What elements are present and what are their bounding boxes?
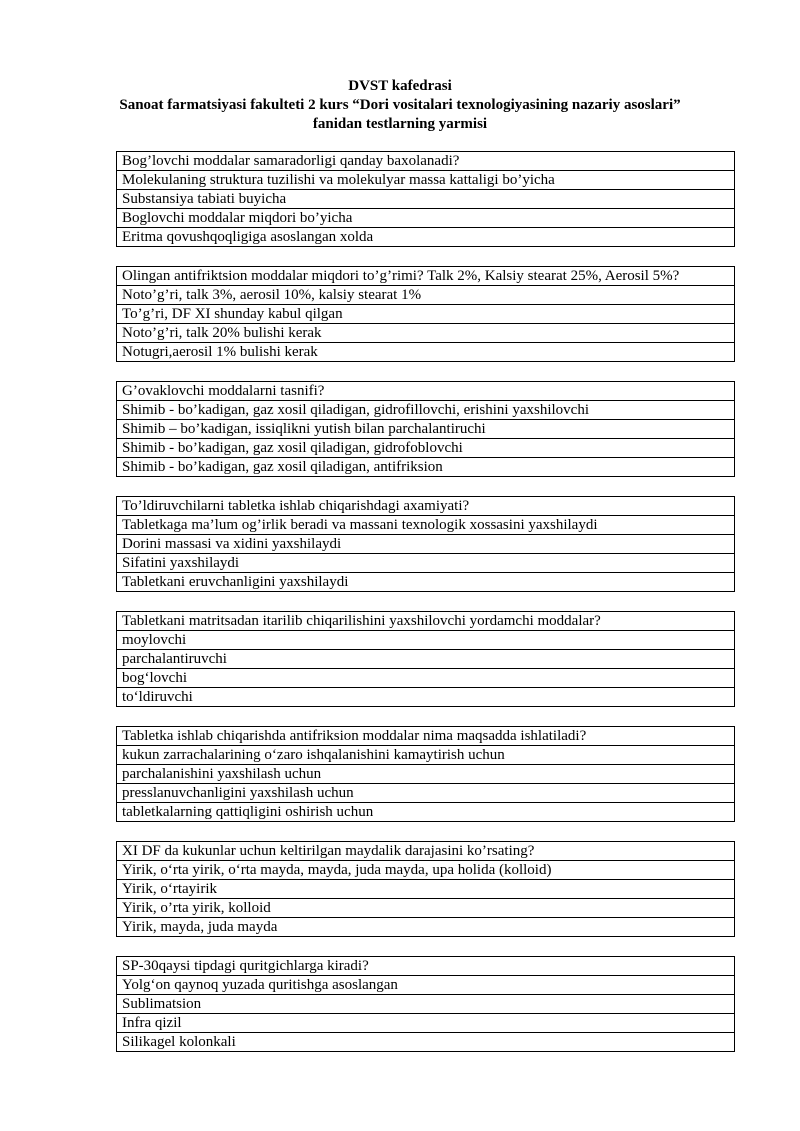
question-block — [116, 151, 735, 247]
question-block — [116, 266, 735, 362]
answer-option: Noto’g’ri, talk 20% bulishi kerak — [117, 324, 735, 343]
answer-option: Yolg‘on qaynoq yuzada quritishga asoslangan — [117, 976, 735, 995]
answer-option: Sublimatsion — [117, 995, 735, 1014]
answer-option: Sifatini yaxshilaydi — [117, 554, 735, 573]
answer-option: Tabletkaga ma’lum og’irlik beradi va massani texnologik xossasini yaxshilaydi — [117, 516, 735, 535]
question-block — [116, 956, 735, 1052]
question-block — [116, 381, 735, 477]
question-text: G’ovaklovchi moddalarni tasnifi? — [117, 382, 735, 401]
question-text: Tabletka ishlab chiqarishda antifriksion moddalar nima maqsadda ishlatiladi? — [117, 727, 735, 746]
course-title: Sanoat farmatsiyasi fakulteti 2 kurs “Dori vositalari texnologiyasining nazariy asoslari” — [119, 97, 681, 113]
question-text: Bog’lovchi moddalar samaradorligi qanday baxolanadi? — [117, 152, 735, 171]
answer-option: Molekulaning struktura tuzilishi va molekulyar massa kattaligi bo’yicha — [117, 171, 735, 190]
department-title: DVST kafedrasi — [348, 78, 452, 94]
answer-option: Silikagel kolonkali — [117, 1033, 735, 1052]
answer-option: Boglovchi moddalar miqdori bo’yicha — [117, 209, 735, 228]
answer-option: Shimib - bo’kadigan, gaz xosil qiladigan, gidrofillovchi, erishini yaxshilovchi — [117, 401, 735, 420]
answer-option: tabletkalarning qattiqligini oshirish uchun — [117, 803, 735, 822]
question-text: To’ldiruvchilarni tabletka ishlab chiqarishdagi axamiyati? — [117, 497, 735, 516]
test-subtitle: fanidan testlarning yarmisi — [312, 116, 488, 132]
answer-option: Substansiya tabiati buyicha — [117, 190, 735, 209]
answer-option: Noto’g’ri, talk 3%, aerosil 10%, kalsiy stearat 1% — [117, 286, 735, 305]
question-block — [116, 841, 735, 937]
answer-option: Yirik, o’rta yirik, kolloid — [117, 899, 735, 918]
document-header — [0, 77, 800, 134]
answer-option: Yirik, mayda, juda mayda — [117, 918, 735, 937]
answer-option: Shimib - bo’kadigan, gaz xosil qiladigan, antifriksion — [117, 458, 735, 477]
answer-option: moylovchi — [117, 631, 735, 650]
answer-option: Yirik, o‘rtayirik — [117, 880, 735, 899]
question-text: Olingan antifriktsion moddalar miqdori to’g’rimi? Talk 2%, Kalsiy stearat 25%, Aerosil 5%? — [117, 267, 735, 286]
question-block — [116, 611, 735, 707]
answer-option: Tabletkani eruvchanligini yaxshilaydi — [117, 573, 735, 592]
answer-option: parchalanishini yaxshilash uchun — [117, 765, 735, 784]
answer-option: parchalantiruvchi — [117, 650, 735, 669]
answer-option: to‘ldiruvchi — [117, 688, 735, 707]
question-block — [116, 496, 735, 592]
answer-option: Eritma qovushqoqligiga asoslangan xolda — [117, 228, 735, 247]
answer-option: To’g’ri, DF XI shunday kabul qilgan — [117, 305, 735, 324]
answer-option: presslanuvchanligini yaxshilash uchun — [117, 784, 735, 803]
answer-option: kukun zarrachalarining o‘zaro ishqalanishini kamaytirish uchun — [117, 746, 735, 765]
answer-option: Yirik, o‘rta yirik, o‘rta mayda, mayda, juda mayda, upa holida (kolloid) — [117, 861, 735, 880]
question-text: XI DF da kukunlar uchun keltirilgan maydalik darajasini ko’rsating? — [117, 842, 735, 861]
question-text: Tabletkani matritsadan itarilib chiqarilishini yaxshilovchi yordamchi moddalar? — [117, 612, 735, 631]
answer-option: bog‘lovchi — [117, 669, 735, 688]
answer-option: Notugri,aerosil 1% bulishi kerak — [117, 343, 735, 362]
answer-option: Shimib - bo’kadigan, gaz xosil qiladigan, gidrofoblovchi — [117, 439, 735, 458]
question-text: SP-30qaysi tipdagi quritgichlarga kiradi? — [117, 957, 735, 976]
question-block — [116, 726, 735, 822]
answer-option: Infra qizil — [117, 1014, 735, 1033]
answer-option: Shimib – bo’kadigan, issiqlikni yutish bilan parchalantiruchi — [117, 420, 735, 439]
answer-option: Dorini massasi va xidini yaxshilaydi — [117, 535, 735, 554]
